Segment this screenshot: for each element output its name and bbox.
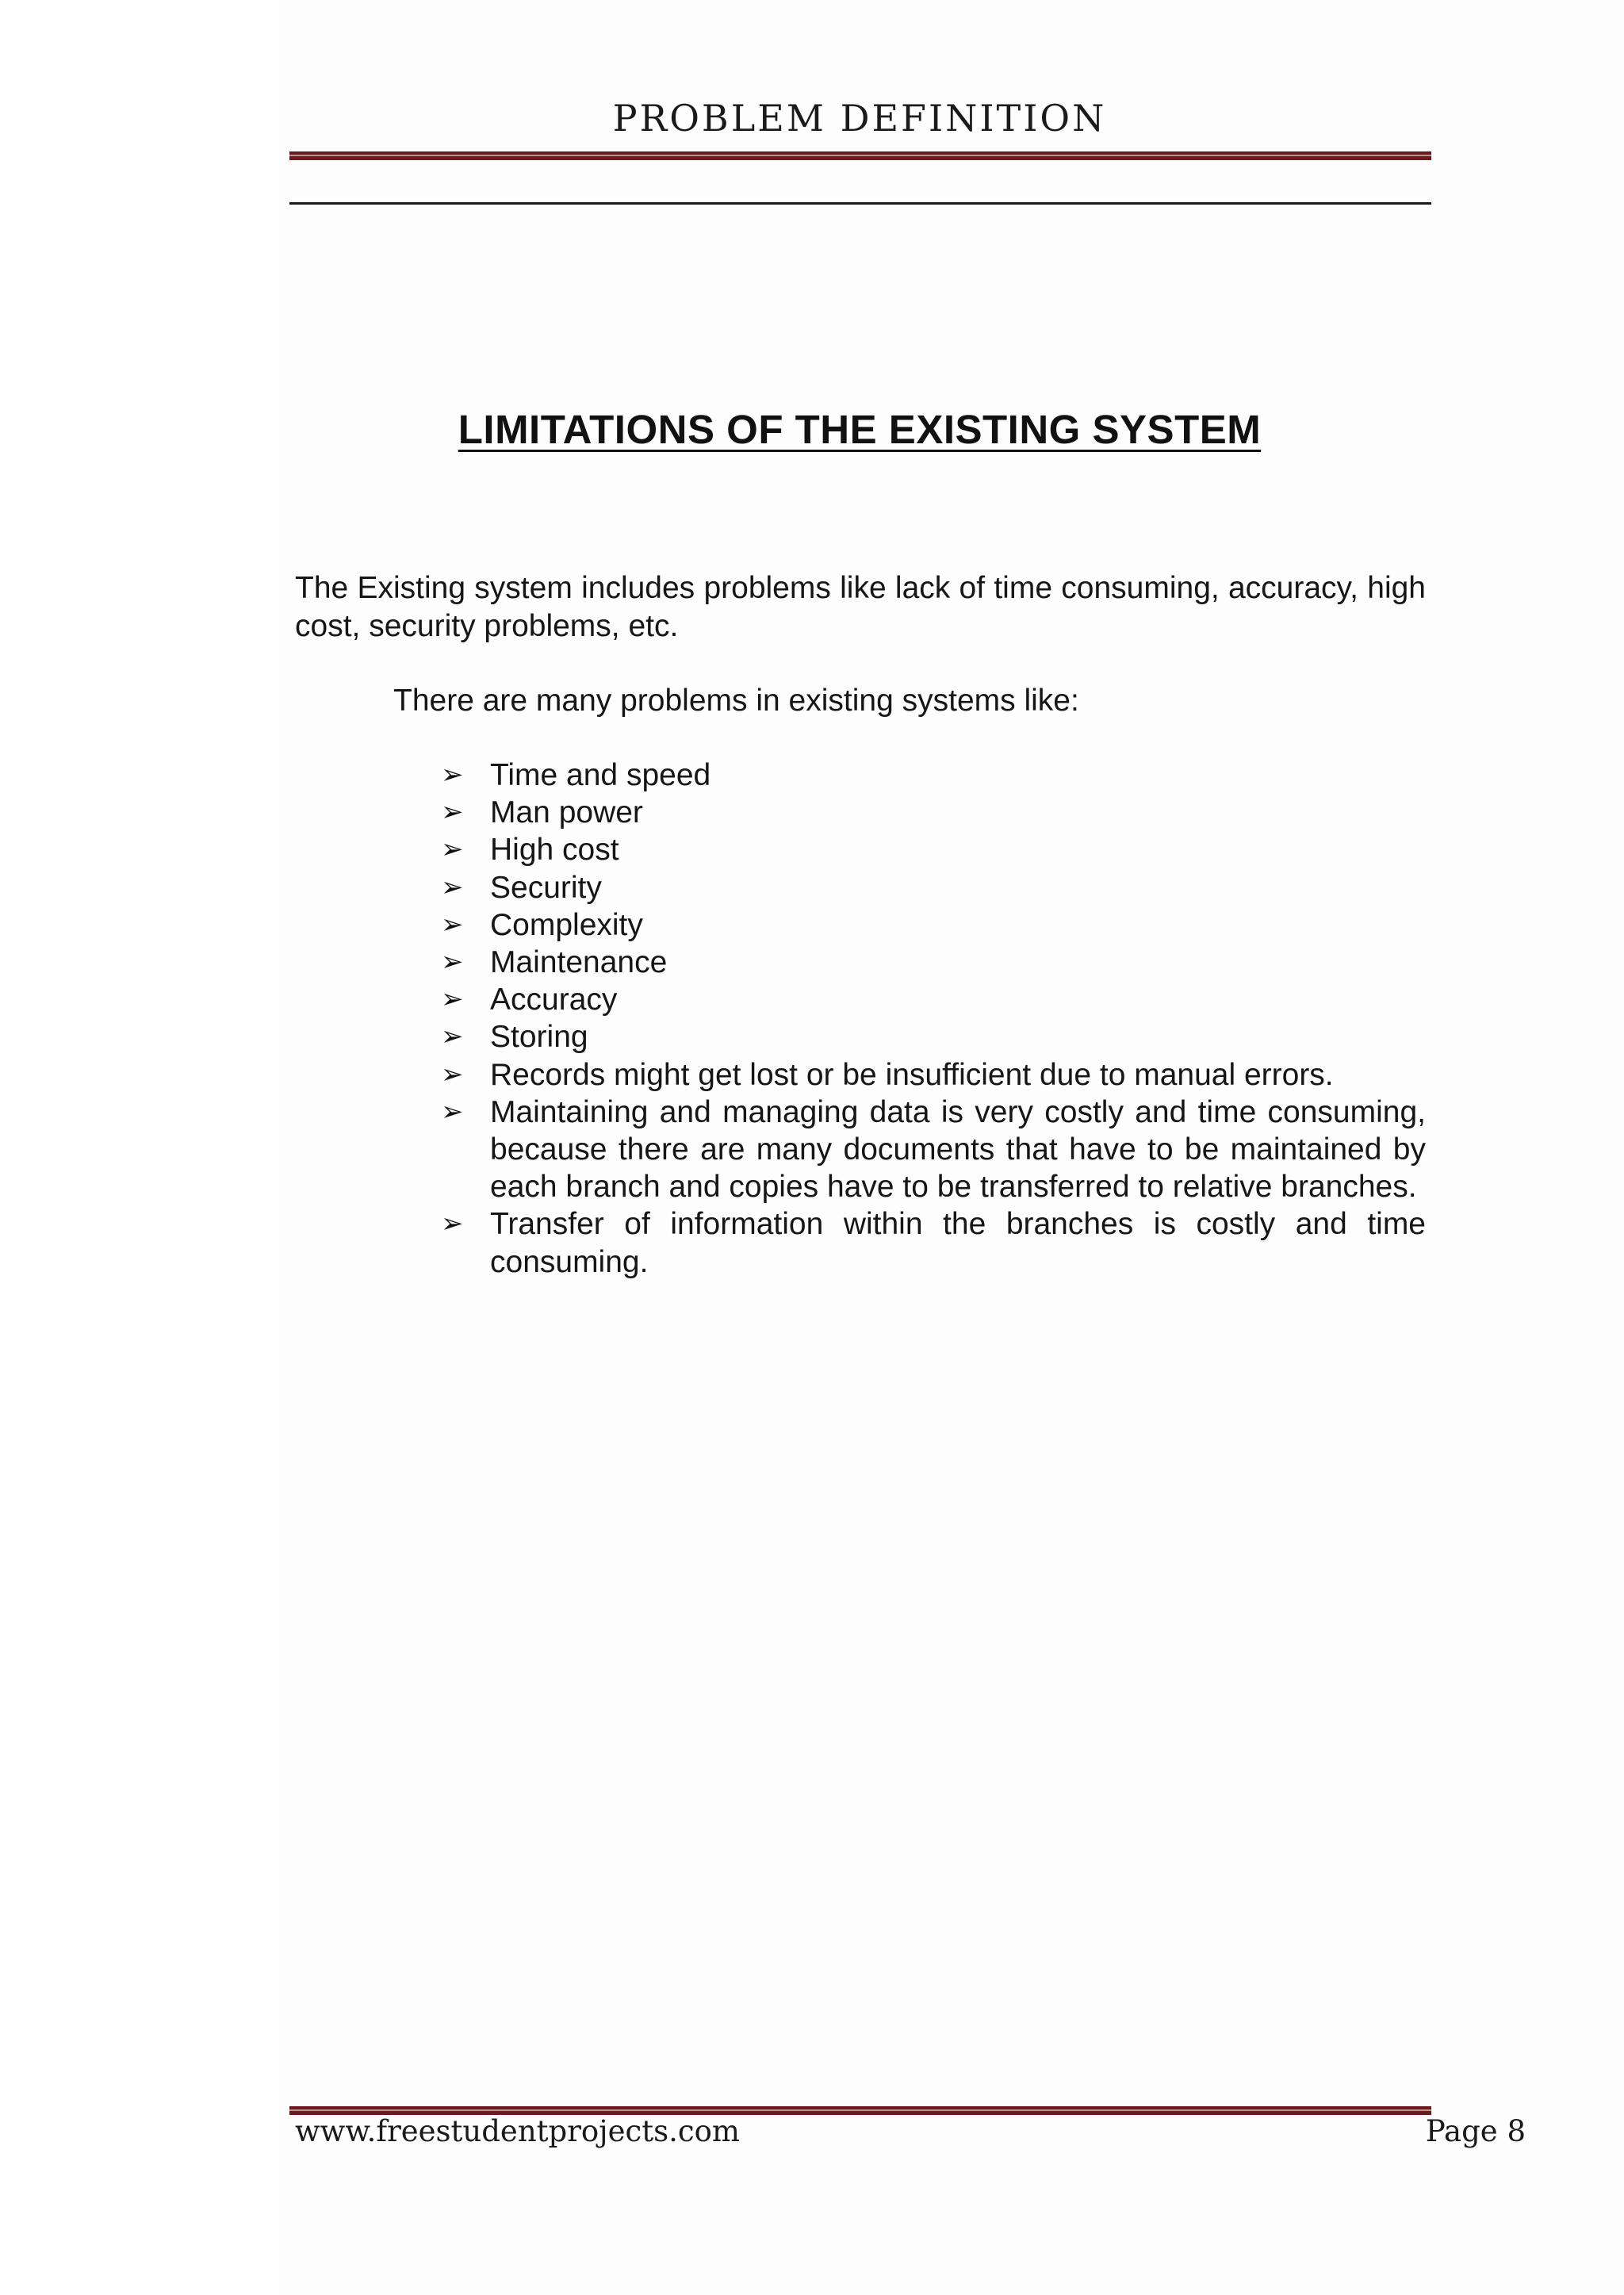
footer-website-link[interactable]: www.freestudentprojects.com — [295, 2114, 740, 2148]
arrowhead-bullet-icon: ➢ — [441, 759, 464, 791]
arrowhead-bullet-icon: ➢ — [441, 908, 464, 941]
arrowhead-bullet-icon: ➢ — [441, 1095, 464, 1128]
list-item — [441, 906, 1426, 944]
arrowhead-bullet-icon: ➢ — [441, 946, 464, 979]
arrowhead-bullet-icon: ➢ — [441, 1058, 464, 1090]
list-item — [441, 794, 1426, 831]
list-item-text: Records might get lost or be insufficient due to manual errors. — [490, 1057, 1334, 1092]
list-item-text: Maintenance — [490, 945, 668, 980]
list-item — [441, 1018, 1426, 1056]
list-lead-sentence: There are many problems in existing systems like: — [393, 684, 1079, 718]
arrowhead-bullet-icon: ➢ — [441, 983, 464, 1016]
limitations-list — [441, 757, 1426, 1281]
list-item — [441, 757, 1426, 794]
header-thin-rule — [289, 202, 1431, 205]
arrowhead-bullet-icon: ➢ — [441, 796, 464, 829]
list-item-text: Storing — [490, 1020, 588, 1055]
list-item — [441, 944, 1426, 981]
list-item-text: Man power — [490, 795, 643, 830]
list-item — [441, 869, 1426, 906]
list-item-text: Maintaining and managing data is very costly and time consuming, because there are many documents that have to be maintained by each branch and copies have to be transferred to relative branches. — [490, 1094, 1426, 1205]
list-item-text: High cost — [490, 833, 619, 868]
list-item-text: Security — [490, 870, 602, 905]
page-header-title: PROBLEM DEFINITION — [612, 97, 1107, 140]
list-item-text: Accuracy — [490, 983, 618, 1017]
header-double-rule — [289, 151, 1431, 160]
list-item — [441, 1094, 1426, 1206]
section-heading: LIMITATIONS OF THE EXISTING SYSTEM — [458, 407, 1262, 452]
arrowhead-bullet-icon: ➢ — [441, 1021, 464, 1053]
list-item-text: Complexity — [490, 907, 643, 942]
page-number: Page 8 — [1425, 2114, 1526, 2148]
list-item-text: Time and speed — [490, 758, 711, 792]
list-item — [441, 1205, 1426, 1280]
arrowhead-bullet-icon: ➢ — [441, 833, 464, 866]
arrowhead-bullet-icon: ➢ — [441, 1208, 464, 1240]
intro-paragraph: The Existing system includes problems like lack of time consuming, accuracy, high cost, security problems, etc. — [295, 571, 1426, 643]
list-item-text: Transfer of information within the branches is costly and time consuming. — [490, 1207, 1426, 1279]
list-item — [441, 981, 1426, 1018]
list-item — [441, 1056, 1426, 1094]
list-item — [441, 831, 1426, 868]
arrowhead-bullet-icon: ➢ — [441, 871, 464, 903]
